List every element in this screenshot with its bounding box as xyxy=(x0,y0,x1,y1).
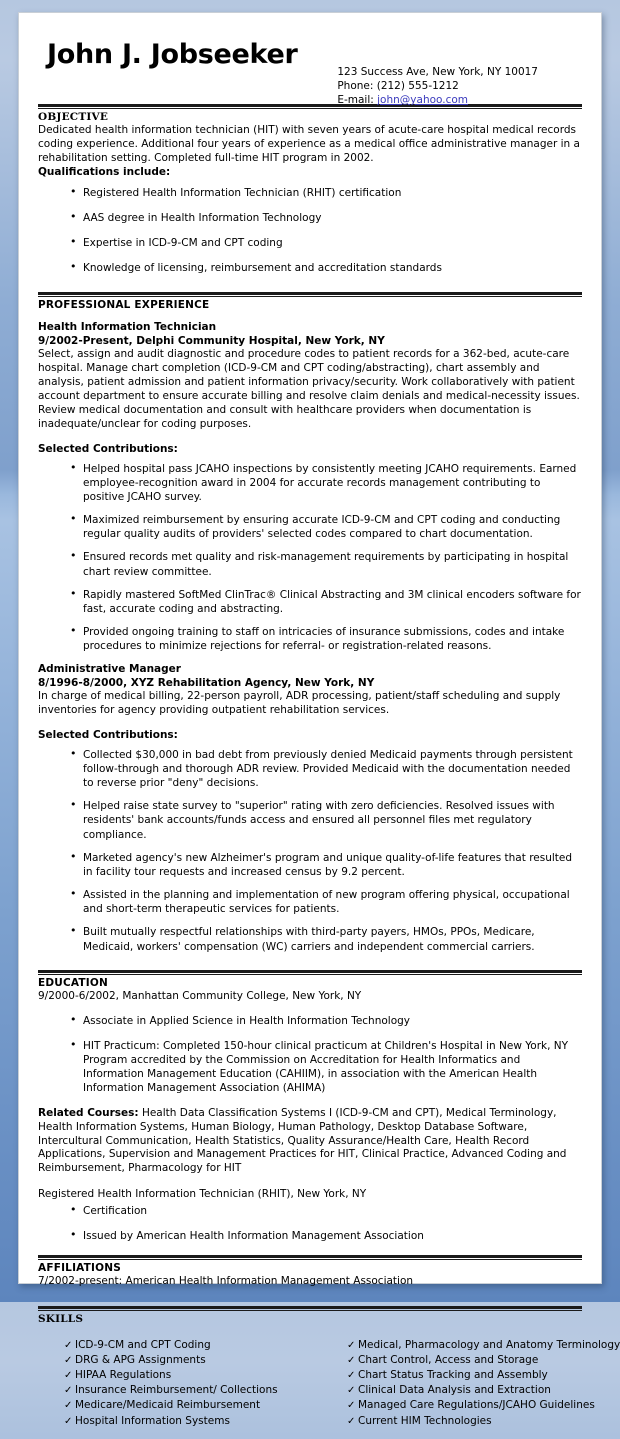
skill-label: Chart Control, Access and Storage xyxy=(358,1353,539,1366)
list-item: • HIT Practicum: Completed 150-hour clinical practicum at Children's Hospital in New York, NY Program accredited by the Commission on Accreditation for Health Informatics and Information Management Education (CAHIIM), in association with the American Health Information Management Association (AHIMA) xyxy=(70,1039,582,1096)
email-label: E-mail: xyxy=(337,93,374,106)
certification-line: Registered Health Information Technician (RHIT), New York, NY xyxy=(38,1188,367,1201)
job-meta-1: 8/1996-8/2000, XYZ Rehabilitation Agency, New York, NY xyxy=(38,676,375,689)
skill-label: Medical, Pharmacology and Anatomy Terminology xyxy=(358,1338,620,1351)
check-icon: ✓ xyxy=(64,1354,73,1366)
list-item: • Helped hospital pass JCAHO inspections by consistently meeting JCAHO requirements. Earned employee-recognition award in 2004 for accurate records management contributing to positive JCAHO survey. xyxy=(70,462,582,505)
skill-item xyxy=(64,1368,323,1383)
skill-label: Clinical Data Analysis and Extraction xyxy=(358,1384,551,1397)
skill-label: ICD-9-CM and CPT Coding xyxy=(75,1338,211,1351)
affiliations-text: 7/2002-present: American Health Information Management Association xyxy=(38,1274,414,1287)
section-heading-skills: SKILLS xyxy=(38,1312,84,1325)
job-description-1: In charge of medical billing, 22-person payroll, ADR processing, patient/staff scheduling and supply inventories for agency providing outpatient rehabilitation services. xyxy=(38,689,561,716)
check-icon: ✓ xyxy=(347,1415,356,1427)
skills-column-right xyxy=(323,1338,620,1429)
job-title-0: Health Information Technician xyxy=(38,320,217,333)
check-icon: ✓ xyxy=(64,1339,73,1351)
skill-label: DRG & APG Assignments xyxy=(75,1353,206,1366)
skill-item xyxy=(64,1353,323,1368)
list-item: • Collected $30,000 in bad debt from previously denied Medicaid payments through persistent follow-through and thorough ADR review. Provided Medicaid with the documentation needed to reverse prior "deny" decisions. xyxy=(70,748,582,791)
section-heading-objective: OBJECTIVE xyxy=(38,111,109,123)
list-item: • Certification xyxy=(70,1204,582,1218)
list-item: • Assisted in the planning and implementation of new program offering physical, occupational and short-term therapeutic services for patients. xyxy=(70,888,582,916)
check-icon: ✓ xyxy=(347,1370,356,1382)
qualifications-list xyxy=(38,186,582,276)
skill-label: Insurance Reimbursement/ Collections xyxy=(75,1384,278,1397)
education-school-line: 9/2000-6/2002, Manhattan Community College, New York, NY xyxy=(38,989,362,1002)
skill-label: Managed Care Regulations/JCAHO Guidelines xyxy=(358,1399,595,1412)
section-heading-affiliations: AFFILIATIONS xyxy=(38,1261,122,1274)
section-divider-education xyxy=(38,970,582,975)
check-icon: ✓ xyxy=(347,1354,356,1366)
list-item: • Expertise in ICD-9-CM and CPT coding xyxy=(70,236,582,250)
contact-phone: Phone: (212) 555-1212 xyxy=(337,79,459,92)
section-heading-education: EDUCATION xyxy=(38,976,109,989)
contact-email-row xyxy=(337,94,538,108)
education-list xyxy=(38,1014,582,1096)
check-icon: ✓ xyxy=(347,1385,356,1397)
list-item: • Associate in Applied Science in Health Information Technology xyxy=(70,1014,582,1028)
objective-text: Dedicated health information technician (HIT) with seven years of acute-care hospital medical records coding experience. Additional four years of experience as a medical office administrative manager in a rehabilitation setting. Completed full-time HIT program in 2002. xyxy=(38,124,580,164)
skill-label: Hospital Information Systems xyxy=(75,1414,230,1427)
contributions-label-0: Selected Contributions: xyxy=(38,442,178,455)
check-icon: ✓ xyxy=(64,1370,73,1382)
resume-page xyxy=(18,12,620,1427)
list-item: • AAS degree in Health Information Technology xyxy=(70,211,582,225)
contact-block xyxy=(337,66,538,108)
contributions-label-1: Selected Contributions: xyxy=(38,728,178,741)
list-item: • Provided ongoing training to staff on intricacies of insurance submissions, codes and intake procedures to minimize rejections for referral- or registration-related reasons. xyxy=(70,625,582,653)
job-meta-0: 9/2002-Present, Delphi Community Hospital, New York, NY xyxy=(38,334,385,347)
contributions-list-1 xyxy=(38,748,582,954)
skill-item xyxy=(347,1368,620,1383)
check-icon: ✓ xyxy=(347,1400,356,1412)
job-description-0: Select, assign and audit diagnostic and procedure codes to patient records for a 362-bed, acute-care hospital. Manage chart completion (ICD-9-CM and CPT coding/abstracting), chart assembly and analysis, patient admission and patient information privacy/security. Work collaboratively with patient account department to ensure accurate billing and resolve claim denials and medical-necessity issues. Review medical documentation and consult with healthcare providers when documentation is inadequate/unclear for coding purposes. xyxy=(38,347,580,430)
section-heading-experience: PROFESSIONAL EXPERIENCE xyxy=(38,298,210,311)
skill-item xyxy=(347,1414,620,1429)
contact-address: 123 Success Ave, New York, NY 10017 xyxy=(337,66,538,78)
skill-label: Chart Status Tracking and Assembly xyxy=(358,1369,548,1382)
skill-item xyxy=(347,1398,620,1413)
contributions-list-0 xyxy=(38,462,582,654)
skill-label: Current HIM Technologies xyxy=(358,1414,492,1427)
list-item: • Issued by American Health Information Management Association xyxy=(70,1229,582,1243)
qualifications-label: Qualifications include: xyxy=(38,165,171,178)
check-icon: ✓ xyxy=(64,1415,73,1427)
skills-columns xyxy=(38,1338,620,1429)
list-item: • Registered Health Information Technician (RHIT) certification xyxy=(70,186,582,200)
skill-item xyxy=(64,1398,323,1413)
skill-label: HIPAA Regulations xyxy=(75,1369,172,1382)
list-item: • Knowledge of licensing, reimbursement and accreditation standards xyxy=(70,261,582,275)
list-item: • Rapidly mastered SoftMed ClinTrac® Clinical Abstracting and 3M clinical encoders software for fast, accurate coding and abstracting. xyxy=(70,588,582,616)
skill-item xyxy=(64,1383,323,1398)
resume-content xyxy=(19,13,620,1439)
list-item: • Ensured records met quality and risk-management requirements by participating in hospital chart review committee. xyxy=(70,550,582,578)
section-divider-affiliations xyxy=(38,1255,582,1260)
list-item: • Marketed agency's new Alzheimer's program and unique quality-of-life features that resulted in facility tour requests and increased census by 9.2 percent. xyxy=(70,851,582,879)
skill-item xyxy=(347,1338,620,1353)
section-divider-skills xyxy=(38,1306,582,1311)
certification-list xyxy=(38,1204,582,1242)
check-icon: ✓ xyxy=(347,1339,356,1351)
skill-item xyxy=(347,1353,620,1368)
skill-item xyxy=(64,1414,323,1429)
check-icon: ✓ xyxy=(64,1385,73,1397)
email-link[interactable]: john@yahoo.com xyxy=(377,93,469,106)
section-divider-experience xyxy=(38,292,582,297)
skill-item xyxy=(64,1338,323,1353)
job-title-1: Administrative Manager xyxy=(38,662,181,675)
list-item: • Helped raise state survey to "superior" rating with zero deficiencies. Resolved issues with residents' bank accounts/funds access and ensured all personnel files met regulatory compliance. xyxy=(70,799,582,842)
skill-label: Medicare/Medicaid Reimbursement xyxy=(75,1399,261,1412)
related-courses xyxy=(38,1107,582,1177)
skill-item xyxy=(347,1383,620,1398)
related-courses-text: Health Data Classification Systems I (ICD-9-CM and CPT), Medical Terminology, Health Information Systems, Human Biology, Human Pathology, Desktop Database Software, Intercultural Communication, Health Statistics, Quality Assurance/Health Care, Health Record Applications, Supervision and Management Practices for HIT, Clinical Practice, Advanced Coding and Reimbursement, Pharmacology for HIT xyxy=(38,1106,567,1175)
skills-column-left xyxy=(64,1338,323,1429)
check-icon: ✓ xyxy=(64,1400,73,1412)
list-item: • Built mutually respectful relationships with third-party payers, HMOs, PPOs, Medicare, Medicaid, workers' compensation (WC) carriers and independent commercial carriers. xyxy=(70,925,582,953)
resume-header xyxy=(38,39,582,106)
related-courses-label: Related Courses: xyxy=(38,1106,139,1119)
page-title: John J. Jobseeker xyxy=(47,39,298,70)
list-item: • Maximized reimbursement by ensuring accurate ICD-9-CM and CPT coding and conducting regular quality audits of providers' selected codes compared to chart documentation. xyxy=(70,513,582,541)
